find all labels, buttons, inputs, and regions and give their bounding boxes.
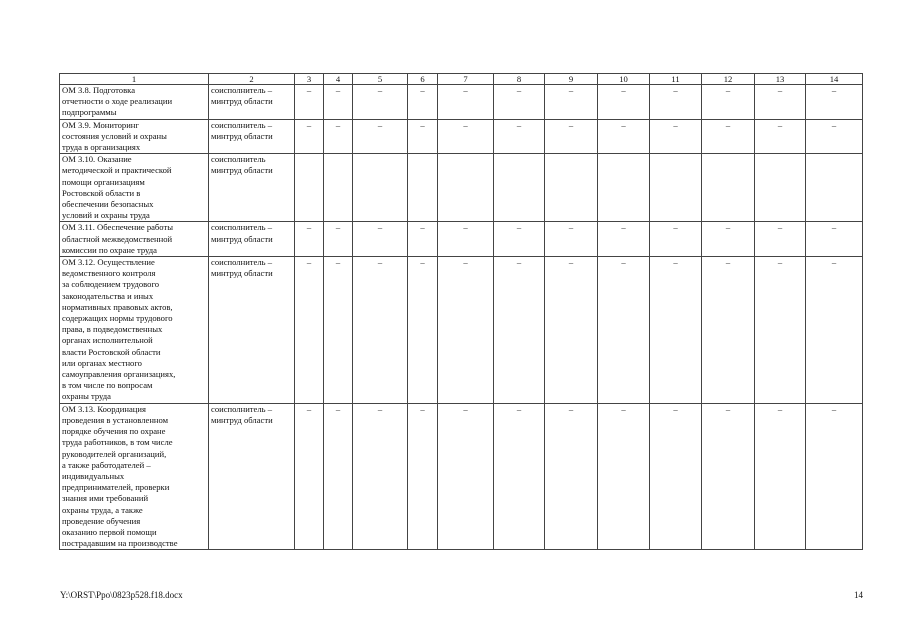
value-cell: –	[295, 119, 324, 154]
executor-cell: соисполнитель – минтруд области	[209, 222, 295, 257]
column-number-3: 3	[295, 74, 324, 85]
measure-name-cell: ОМ 3.11. Обеспечение работы областной межведомственной комиссии по охране труда	[60, 222, 209, 257]
value-cell: –	[650, 119, 702, 154]
value-cell: –	[598, 119, 650, 154]
value-cell: –	[806, 85, 863, 120]
table-row	[60, 257, 863, 404]
value-cell: –	[324, 403, 353, 550]
footer-file-path: Y:\ORST\Ppo\0823p528.f18.docx	[60, 590, 183, 600]
value-cell: –	[324, 85, 353, 120]
value-cell: –	[545, 257, 598, 404]
measure-name-cell: ОМ 3.13. Координация проведения в установленном порядке обучения по охране труда работников, в том числе руководителей организаций, а также работодателей – индивидуальных предпринимателей, проверки знания ими требований охраны труда, а также проведение обучения оказанию первой помощи пострадавшим на производстве	[60, 403, 209, 550]
value-cell: –	[408, 85, 438, 120]
value-cell: –	[494, 257, 545, 404]
value-cell: –	[650, 85, 702, 120]
value-cell: –	[650, 403, 702, 550]
value-cell: –	[324, 222, 353, 257]
value-cell: –	[702, 119, 755, 154]
value-cell: –	[353, 257, 408, 404]
value-cell	[324, 154, 353, 222]
value-cell: –	[598, 85, 650, 120]
value-cell	[702, 154, 755, 222]
value-cell: –	[650, 257, 702, 404]
table-row	[60, 222, 863, 257]
value-cell: –	[545, 222, 598, 257]
value-cell: –	[494, 403, 545, 550]
column-number-11: 11	[650, 74, 702, 85]
footer-page-number: 14	[854, 590, 863, 600]
value-cell: –	[702, 403, 755, 550]
value-cell: –	[806, 257, 863, 404]
value-cell: –	[295, 257, 324, 404]
column-number-9: 9	[545, 74, 598, 85]
measure-name-cell: ОМ 3.9. Мониторинг состояния условий и охраны труда в организациях	[60, 119, 209, 154]
value-cell: –	[545, 85, 598, 120]
measure-name-cell: ОМ 3.10. Оказание методической и практической помощи организациям Ростовской области в обеспечении безопасных условий и охраны труда	[60, 154, 209, 222]
value-cell: –	[755, 222, 806, 257]
value-cell: –	[408, 119, 438, 154]
table-row	[60, 154, 863, 222]
value-cell: –	[806, 222, 863, 257]
column-number-10: 10	[598, 74, 650, 85]
measure-name-cell: ОМ 3.8. Подготовка отчетности о ходе реализации подпрограммы	[60, 85, 209, 120]
value-cell: –	[494, 222, 545, 257]
value-cell: –	[494, 119, 545, 154]
value-cell: –	[408, 222, 438, 257]
value-cell: –	[408, 257, 438, 404]
column-number-6: 6	[408, 74, 438, 85]
value-cell: –	[295, 403, 324, 550]
value-cell: –	[295, 222, 324, 257]
value-cell: –	[353, 85, 408, 120]
value-cell: –	[295, 85, 324, 120]
value-cell: –	[438, 403, 494, 550]
value-cell: –	[438, 119, 494, 154]
value-cell: –	[806, 119, 863, 154]
value-cell	[806, 154, 863, 222]
value-cell: –	[324, 257, 353, 404]
value-cell: –	[702, 257, 755, 404]
table-row	[60, 85, 863, 120]
value-cell	[295, 154, 324, 222]
value-cell: –	[353, 403, 408, 550]
column-number-4: 4	[324, 74, 353, 85]
value-cell: –	[324, 119, 353, 154]
value-cell: –	[755, 403, 806, 550]
value-cell	[353, 154, 408, 222]
value-cell: –	[598, 222, 650, 257]
value-cell: –	[806, 403, 863, 550]
executor-cell: соисполнитель минтруд области	[209, 154, 295, 222]
value-cell	[494, 154, 545, 222]
executor-cell: соисполнитель – минтруд области	[209, 403, 295, 550]
measure-name-cell: ОМ 3.12. Осуществление ведомственного контроля за соблюдением трудового законодательства и иных нормативных правовых актов, содержащих нормы трудового права, в подведомственных органах исполнительной власти Ростовской области или органах местного самоуправления организациях, в том числе по вопросам охраны труда	[60, 257, 209, 404]
value-cell: –	[545, 403, 598, 550]
value-cell: –	[408, 403, 438, 550]
value-cell: –	[494, 85, 545, 120]
value-cell	[408, 154, 438, 222]
value-cell: –	[702, 85, 755, 120]
column-number-8: 8	[494, 74, 545, 85]
column-number-1: 1	[60, 74, 209, 85]
value-cell	[755, 154, 806, 222]
program-table	[59, 73, 863, 550]
value-cell: –	[755, 85, 806, 120]
executor-cell: соисполнитель – минтруд области	[209, 257, 295, 404]
column-number-2: 2	[209, 74, 295, 85]
executor-cell: соисполнитель – минтруд области	[209, 85, 295, 120]
table-row	[60, 119, 863, 154]
column-number-5: 5	[353, 74, 408, 85]
value-cell: –	[438, 222, 494, 257]
value-cell: –	[353, 222, 408, 257]
value-cell	[545, 154, 598, 222]
executor-cell: соисполнитель – минтруд области	[209, 119, 295, 154]
column-number-13: 13	[755, 74, 806, 85]
column-number-7: 7	[438, 74, 494, 85]
value-cell	[438, 154, 494, 222]
value-cell: –	[545, 119, 598, 154]
value-cell: –	[438, 257, 494, 404]
value-cell: –	[598, 403, 650, 550]
value-cell: –	[438, 85, 494, 120]
column-number-12: 12	[702, 74, 755, 85]
value-cell: –	[755, 257, 806, 404]
value-cell: –	[598, 257, 650, 404]
value-cell: –	[702, 222, 755, 257]
column-number-row	[60, 74, 863, 85]
value-cell: –	[650, 222, 702, 257]
value-cell	[650, 154, 702, 222]
value-cell	[598, 154, 650, 222]
column-number-14: 14	[806, 74, 863, 85]
value-cell: –	[755, 119, 806, 154]
table-row	[60, 403, 863, 550]
value-cell: –	[353, 119, 408, 154]
